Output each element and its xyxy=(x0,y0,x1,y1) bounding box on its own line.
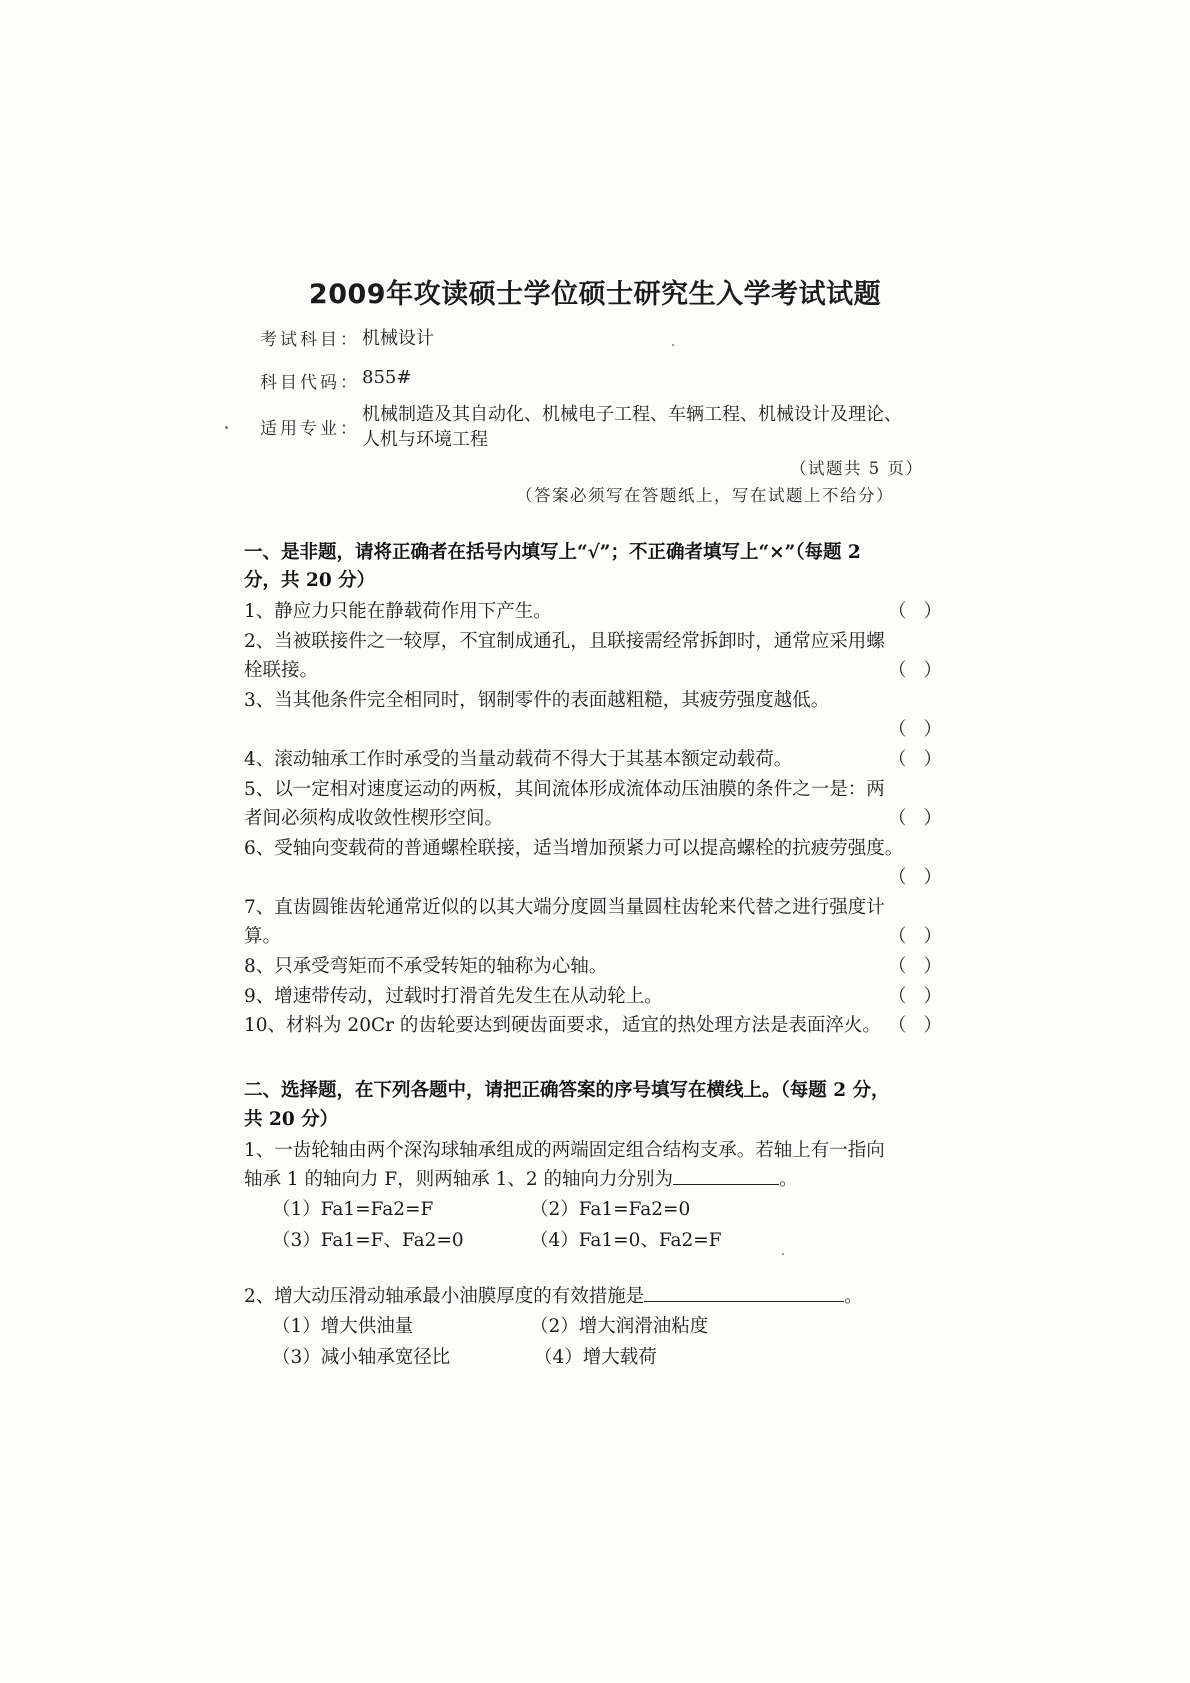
mc-question-1-line-2: 轴承 1 的轴向力 F，则两轴承 1、2 的轴向力分别为 。 xyxy=(244,1165,798,1191)
tf-answer-paren-10: （ ） xyxy=(888,1015,942,1036)
mc-question-1-option-2: （2）Fa1=Fa2=0 xyxy=(530,1199,691,1220)
tf-answer-paren-8: （ ） xyxy=(888,956,942,977)
mc-question-2-option-2: （2）增大润滑油粘度 xyxy=(530,1316,709,1337)
exam-title: 2009年攻读硕士学位硕士研究生入学考试试题 xyxy=(308,279,882,310)
scan-speck xyxy=(225,426,228,429)
mc-question-2-option-4: （4）增大载荷 xyxy=(534,1347,657,1368)
majors-line-1: 机械制造及其自动化、机械电子工程、车辆工程、机械设计及理论、 xyxy=(362,404,902,425)
tf-answer-paren-6: （ ） xyxy=(888,867,942,888)
scan-speck xyxy=(672,344,674,346)
tf-answer-paren-2: （ ） xyxy=(888,660,942,681)
tf-question-1: 1、静应力只能在静载荷作用下产生。 xyxy=(244,601,552,622)
subject-label: 考试科目： xyxy=(260,330,360,350)
tf-question-7-line-2: 算。 xyxy=(244,926,282,947)
section1-heading-line-2: 分，共 20 分） xyxy=(244,570,376,591)
answer-note: （答案必须写在答题纸上，写在试题上不给分） xyxy=(516,486,894,505)
mc-question-1-line-1: 1、一齿轮轴由两个深沟球轴承组成的两端固定组合结构支承。若轴上有一指向 xyxy=(244,1140,885,1161)
mc-question-2-option-1: （1）增大供油量 xyxy=(272,1316,414,1337)
mc-question-2: 2、增大动压滑动轴承最小油膜厚度的有效措施是 。 xyxy=(244,1282,863,1308)
tf-answer-paren-3: （ ） xyxy=(888,719,942,740)
tf-question-10: 10、材料为 20Cr 的齿轮要达到硬齿面要求，适宜的热处理方法是表面淬火。 xyxy=(244,1015,881,1036)
tf-answer-paren-4: （ ） xyxy=(888,749,942,770)
tf-question-5-line-1: 5、以一定相对速度运动的两板，其间流体形成流体动压油膜的条件之一是：两 xyxy=(244,779,885,800)
tf-question-7-line-1: 7、直齿圆锥齿轮通常近似的以其大端分度圆当量圆柱齿轮来代替之进行强度计 xyxy=(244,897,885,918)
mc-question-1-option-1: （1）Fa1=Fa2=F xyxy=(272,1199,434,1220)
pages-note: （试题共 5 页） xyxy=(790,459,924,478)
tf-answer-paren-7: （ ） xyxy=(888,926,942,947)
tf-question-4: 4、滚动轴承工作时承受的当量动载荷不得大于其基本额定动载荷。 xyxy=(244,749,793,770)
section2-heading-line-2: 共 20 分） xyxy=(244,1109,339,1130)
tf-question-2-line-2: 栓联接。 xyxy=(244,660,319,681)
majors-line-2: 人机与环境工程 xyxy=(362,429,488,450)
tf-question-9: 9、增速带传动，过载时打滑首先发生在从动轮上。 xyxy=(244,986,663,1007)
tf-answer-paren-1: （ ） xyxy=(888,601,942,622)
code-label: 科目代码： xyxy=(260,373,360,393)
tf-question-8: 8、只承受弯矩而不承受转矩的轴称为心轴。 xyxy=(244,956,608,977)
mc-question-2-answer-blank[interactable] xyxy=(644,1283,844,1302)
mc-question-1-option-4: （4）Fa1=0、Fa2=F xyxy=(530,1230,722,1251)
code-value: 855# xyxy=(362,367,412,388)
section1-heading-line-1: 一、是非题，请将正确者在括号内填写上“√”；不正确者填写上“×”（每题 2 xyxy=(244,542,861,563)
tf-question-3: 3、当其他条件完全相同时，钢制零件的表面越粗糙，其疲劳强度越低。 xyxy=(244,690,830,711)
section2-heading-line-1: 二、选择题，在下列各题中，请把正确答案的序号填写在横线上。（每题 2 分， xyxy=(244,1080,890,1101)
tf-question-2-line-1: 2、当被联接件之一较厚，不宜制成通孔，且联接需经常拆卸时，通常应采用螺 xyxy=(244,631,885,652)
mc-question-2-option-3: （3）减小轴承宽径比 xyxy=(272,1347,451,1368)
subject-value: 机械设计 xyxy=(362,328,434,349)
tf-question-5-line-2: 者间必须构成收敛性楔形空间。 xyxy=(244,808,504,829)
majors-label: 适用专业： xyxy=(260,419,360,439)
mc-question-1-answer-blank[interactable] xyxy=(673,1166,779,1185)
scan-speck xyxy=(782,1253,784,1255)
mc-question-1-option-3: （3）Fa1=F、Fa2=0 xyxy=(272,1230,464,1251)
tf-answer-paren-5: （ ） xyxy=(888,808,942,829)
tf-answer-paren-9: （ ） xyxy=(888,986,942,1007)
tf-question-6: 6、受轴向变载荷的普通螺栓联接，适当增加预紧力可以提高螺栓的抗疲劳强度。 xyxy=(244,838,904,859)
